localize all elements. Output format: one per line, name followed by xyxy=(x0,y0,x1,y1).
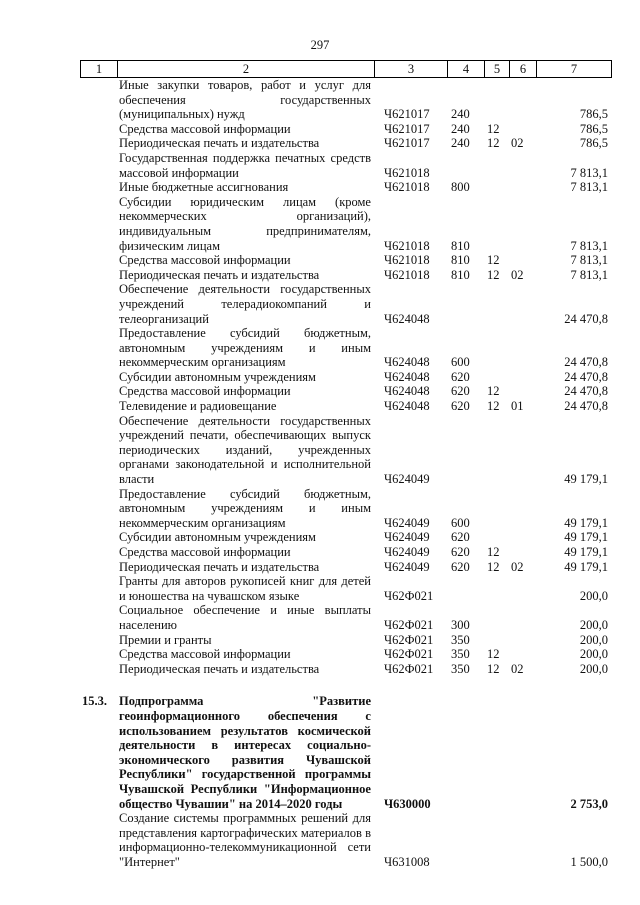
row-number xyxy=(80,136,117,151)
row-amount: 200,0 xyxy=(579,647,608,662)
row-code: Ч62Ф021 xyxy=(384,661,434,676)
page-number: 297 xyxy=(310,38,330,52)
row-amount: 24 470,8 xyxy=(564,399,608,414)
header-col-4: 4 xyxy=(447,61,484,77)
row-code: Ч62Ф021 xyxy=(384,588,434,603)
row-description: Иные закупки товаров, работ и услуг для обеспечения государственных (муниципальных) нужд xyxy=(119,78,371,122)
row-expense-type: 600 xyxy=(451,355,470,370)
row-code: Ч624049 xyxy=(384,530,430,545)
table-row xyxy=(80,253,612,268)
table-header xyxy=(80,60,612,78)
row-code: Ч624049 xyxy=(384,545,430,559)
header-col-1: 1 xyxy=(80,61,117,77)
header-col-6: 6 xyxy=(509,61,536,77)
table-row xyxy=(80,195,612,253)
row-code: Ч621018 xyxy=(384,267,430,282)
row-amount: 786,5 xyxy=(579,136,608,151)
row-number xyxy=(80,384,117,399)
row-number xyxy=(80,326,117,370)
row-code: Ч630000 xyxy=(384,796,431,811)
row-subsection: 02 xyxy=(511,267,524,282)
row-description: Социальное обеспечение и иные выплаты населению xyxy=(119,603,371,632)
row-code: Ч624048 xyxy=(384,311,430,326)
row-code: Ч62Ф021 xyxy=(384,647,434,662)
row-code: Ч621018 xyxy=(384,180,430,195)
row-number: 15.3. xyxy=(82,694,107,709)
table-row xyxy=(80,384,612,399)
row-description: Обеспечение деятельности государственных учреждений печати, обеспечивающих выпуск периодических изданий, учрежденных органами законодательной и исполнительной власти xyxy=(119,413,371,487)
row-description: Предоставление субсидий бюджетным, автономным учреждениям и иным некоммерческим организациям xyxy=(119,326,371,370)
row-code: Ч624048 xyxy=(384,384,430,399)
row-code: Ч621017 xyxy=(384,107,430,122)
row-number xyxy=(80,399,117,414)
row-expense-type: 240 xyxy=(451,107,470,122)
row-description: Государственная поддержка печатных средств массовой информации xyxy=(119,150,371,180)
row-code: Ч621017 xyxy=(384,136,430,151)
row-code: Ч621018 xyxy=(384,238,430,253)
row-description: Подпрограмма "Развитие геоинформационного обеспечения с использованием результатов космической деятельности в интересах социально-экономического развития Чувашской Республики" государственной программы Чувашской Республики "Информационное общество Чувашии" на 2014–2020 годы xyxy=(119,694,371,811)
row-code: Ч624048 xyxy=(384,369,430,384)
table-row xyxy=(80,136,612,151)
row-expense-type: 350 xyxy=(451,632,470,647)
row-amount: 786,5 xyxy=(579,107,608,122)
row-amount: 200,0 xyxy=(579,617,608,632)
table-row xyxy=(80,530,612,545)
row-spacer xyxy=(80,676,612,694)
row-description: Субсидии автономным учреждениям xyxy=(119,369,316,384)
row-number xyxy=(80,633,117,648)
table-row xyxy=(80,603,612,632)
row-number xyxy=(80,78,117,122)
row-subsection: 02 xyxy=(511,559,524,574)
row-code: Ч631008 xyxy=(384,854,430,869)
row-section: 12 xyxy=(487,136,500,151)
row-number xyxy=(80,122,117,137)
row-amount: 49 179,1 xyxy=(564,530,608,545)
row-expense-type: 240 xyxy=(451,136,470,151)
row-description: Премии и гранты xyxy=(119,632,212,647)
header-col-7: 7 xyxy=(536,61,612,77)
row-description: Периодическая печать и издательства xyxy=(119,559,320,574)
row-description: Создание системы программных решений для представления картографических материалов в информационно-телекоммуникационной сети "Интернет" xyxy=(119,811,371,869)
row-section: 12 xyxy=(487,545,500,559)
row-expense-type: 620 xyxy=(451,384,470,399)
table-row xyxy=(80,662,612,677)
table-row xyxy=(80,370,612,385)
row-description: Средства массовой информации xyxy=(119,545,291,559)
table-row xyxy=(80,268,612,283)
header-col-2: 2 xyxy=(117,61,374,77)
table-row xyxy=(80,151,612,180)
row-description: Средства массовой информации xyxy=(119,253,291,268)
row-code: Ч621018 xyxy=(384,165,430,180)
row-code: Ч624048 xyxy=(384,399,430,414)
row-section: 12 xyxy=(487,399,500,414)
row-section: 12 xyxy=(487,121,500,136)
row-amount: 49 179,1 xyxy=(564,515,608,530)
row-number xyxy=(80,647,117,662)
row-code: Ч62Ф021 xyxy=(384,617,434,632)
row-number xyxy=(80,414,117,487)
row-description: Средства массовой информации xyxy=(119,647,291,662)
row-description: Гранты для авторов рукописей книг для детей и юношества на чувашском языке xyxy=(119,574,371,603)
row-description: Обеспечение деятельности государственных учреждений телерадиокомпаний и телеорганизаций xyxy=(119,282,371,326)
row-expense-type: 600 xyxy=(451,515,470,530)
row-section: 12 xyxy=(487,253,500,268)
row-amount: 7 813,1 xyxy=(570,238,608,253)
row-amount: 200,0 xyxy=(579,588,608,603)
row-subsection: 02 xyxy=(511,136,524,151)
row-number xyxy=(80,180,117,195)
row-expense-type: 810 xyxy=(451,253,470,268)
table-row xyxy=(80,122,612,137)
row-subsection: 02 xyxy=(511,661,524,676)
row-amount: 49 179,1 xyxy=(564,559,608,574)
row-amount: 24 470,8 xyxy=(564,311,608,326)
table-row xyxy=(80,399,612,414)
row-code: Ч624049 xyxy=(384,515,430,530)
table-row xyxy=(80,633,612,648)
row-amount: 7 813,1 xyxy=(570,165,608,180)
table-row xyxy=(80,180,612,195)
row-description: Периодическая печать и издательства xyxy=(119,267,320,282)
row-code: Ч624048 xyxy=(384,355,430,370)
row-description: Средства массовой информации xyxy=(119,384,291,399)
row-expense-type: 300 xyxy=(451,617,470,632)
row-number xyxy=(80,370,117,385)
table-row xyxy=(80,574,612,603)
row-section: 12 xyxy=(487,559,500,574)
row-code: Ч624049 xyxy=(384,472,430,487)
row-description: Субсидии юридическим лицам (кроме некоммерческих организаций), индивидуальным предпринимателям, физическим лицам xyxy=(119,194,371,253)
row-description: Периодическая печать и издательства xyxy=(119,661,320,676)
row-expense-type: 810 xyxy=(451,267,470,282)
table-row xyxy=(80,326,612,370)
row-amount: 7 813,1 xyxy=(570,267,608,282)
row-amount: 200,0 xyxy=(579,632,608,647)
row-number xyxy=(80,487,117,531)
header-col-3: 3 xyxy=(374,61,447,77)
table-row xyxy=(80,694,612,811)
table-row xyxy=(80,560,612,575)
row-expense-type: 620 xyxy=(451,530,470,545)
row-amount: 49 179,1 xyxy=(564,545,608,559)
row-number xyxy=(80,530,117,545)
row-number xyxy=(80,662,117,677)
row-code: Ч624049 xyxy=(384,559,430,574)
row-expense-type: 240 xyxy=(451,121,470,136)
row-expense-type: 620 xyxy=(451,369,470,384)
table-row xyxy=(80,487,612,531)
row-expense-type: 350 xyxy=(451,647,470,662)
row-expense-type: 620 xyxy=(451,545,470,559)
row-number xyxy=(80,195,117,253)
row-amount: 7 813,1 xyxy=(570,180,608,195)
row-number xyxy=(80,151,117,180)
table-row xyxy=(80,647,612,662)
row-section: 12 xyxy=(487,647,500,662)
row-description: Периодическая печать и издательства xyxy=(119,136,320,151)
row-amount: 7 813,1 xyxy=(570,253,608,268)
row-section: 12 xyxy=(487,267,500,282)
row-amount: 49 179,1 xyxy=(564,472,608,487)
table-row xyxy=(80,282,612,326)
row-expense-type: 810 xyxy=(451,238,470,253)
row-amount: 200,0 xyxy=(579,661,608,676)
row-section: 12 xyxy=(487,384,500,399)
row-expense-type: 800 xyxy=(451,180,470,195)
row-amount: 24 470,8 xyxy=(564,369,608,384)
row-amount: 2 753,0 xyxy=(570,796,608,811)
row-number xyxy=(80,282,117,326)
table-row xyxy=(80,811,612,869)
row-number xyxy=(80,560,117,575)
row-amount: 24 470,8 xyxy=(564,384,608,399)
row-expense-type: 620 xyxy=(451,559,470,574)
row-description: Субсидии автономным учреждениям xyxy=(119,530,316,545)
row-description: Иные бюджетные ассигнования xyxy=(119,180,289,195)
row-number xyxy=(80,603,117,632)
row-amount: 1 500,0 xyxy=(570,854,608,869)
row-number xyxy=(80,574,117,603)
row-number xyxy=(80,811,117,869)
table-row xyxy=(80,545,612,560)
row-code: Ч621017 xyxy=(384,121,430,136)
row-expense-type: 620 xyxy=(451,399,470,414)
row-number xyxy=(80,268,117,283)
row-number xyxy=(80,253,117,268)
row-description: Предоставление субсидий бюджетным, автономным учреждениям и иным некоммерческим организациям xyxy=(119,486,371,530)
row-section: 12 xyxy=(487,661,500,676)
row-code: Ч621018 xyxy=(384,253,430,268)
row-expense-type: 350 xyxy=(451,661,470,676)
row-code: Ч62Ф021 xyxy=(384,632,434,647)
table-row xyxy=(80,78,612,122)
row-description: Средства массовой информации xyxy=(119,121,291,136)
table-body xyxy=(80,78,612,869)
row-amount: 786,5 xyxy=(579,121,608,136)
budget-table xyxy=(80,60,612,869)
table-row xyxy=(80,414,612,487)
row-subsection: 01 xyxy=(511,399,524,414)
row-amount: 24 470,8 xyxy=(564,355,608,370)
row-number xyxy=(80,545,117,560)
row-description: Телевидение и радиовещание xyxy=(119,399,277,414)
header-col-5: 5 xyxy=(484,61,509,77)
